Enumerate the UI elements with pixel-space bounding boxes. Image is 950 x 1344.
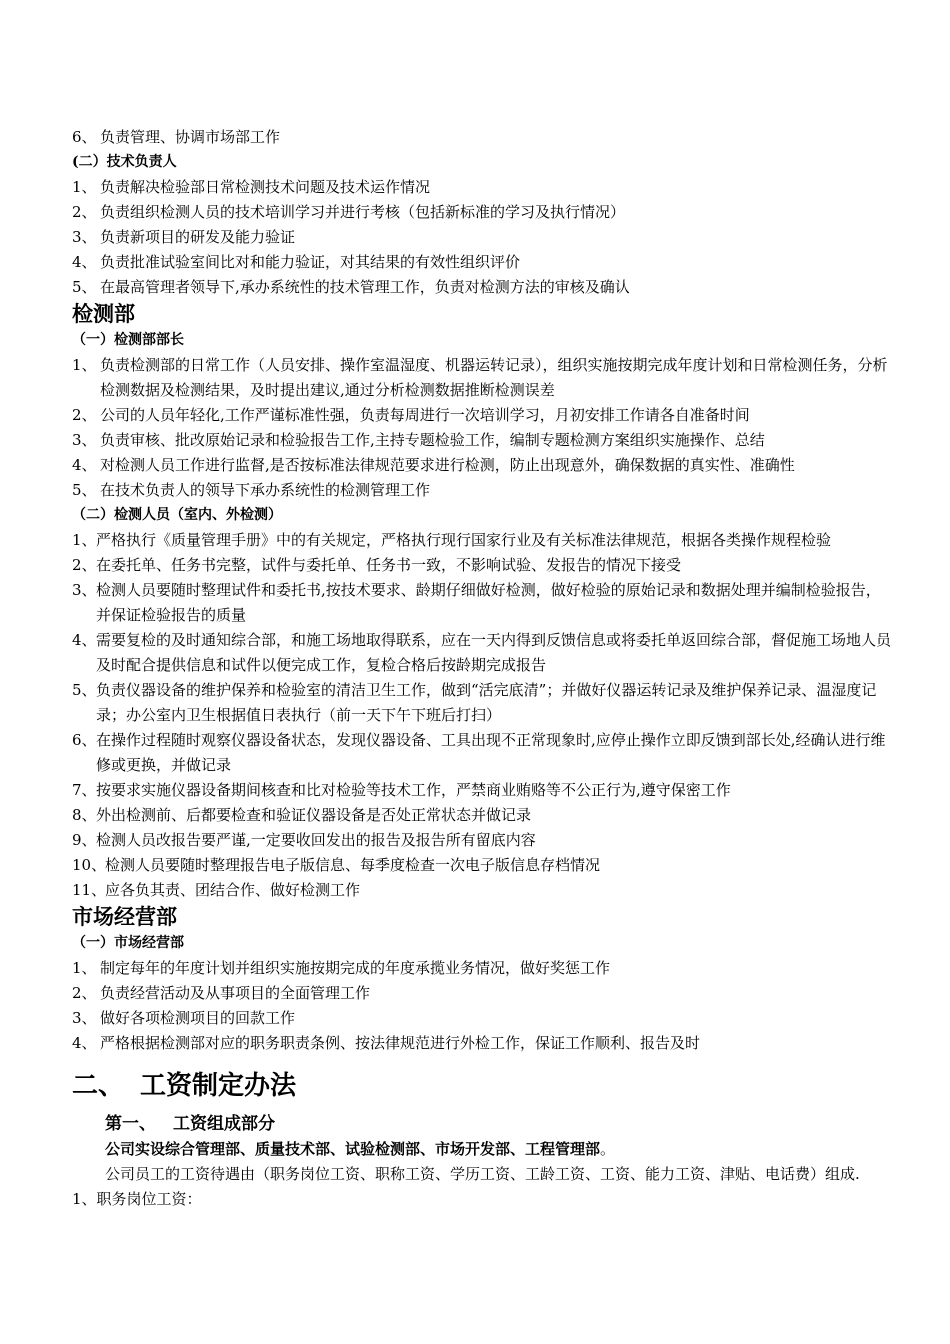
list-item [72, 175, 892, 200]
list-item [72, 275, 892, 300]
item-text: 外出检测前、后都要检查和验证仪器设备是否处正常状态并做记录 [96, 806, 532, 824]
item-text: 负责新项目的研发及能力验证 [100, 228, 296, 246]
item-number: 5、 [72, 481, 97, 499]
item-number: 10、 [72, 856, 107, 874]
item-text: 负责管理、协调市场部工作 [100, 128, 281, 146]
list-item [72, 353, 892, 403]
item-text: 需要复检的及时通知综合部，和施工场地取得联系，应在一天内得到反馈信息或将委托单返回综合部，督促施工场地人员及时配合提供信息和试件以便完成工作，复检合格后按龄期完成报告 [96, 631, 892, 674]
list-item [72, 956, 892, 981]
item-text: 严格执行《质量管理手册》中的有关规定，严格执行现行国家行业及有关标准法律规范，根据各类操作规程检验 [96, 531, 832, 549]
item-text: 负责批准试验室间比对和能力验证，对其结果的有效性组织评价 [100, 253, 521, 271]
item-number: 4、 [72, 631, 97, 649]
list-item [72, 528, 892, 553]
item-number: 9、 [72, 831, 97, 849]
list-item [72, 778, 892, 803]
list-item [72, 553, 892, 578]
item-number: 1、 [72, 531, 97, 549]
item-number: 4、 [72, 456, 97, 474]
list-item [72, 428, 892, 453]
list-item [72, 453, 892, 478]
subsection-heading-tech-head: (二）技术负责人 [72, 154, 177, 170]
item-text: 对检测人员工作进行监督,是否按标准法律规范要求进行检测，防止出现意外，确保数据的真实性、准确性 [100, 456, 795, 474]
part-heading [72, 1111, 892, 1137]
item-number: 11、 [72, 881, 107, 899]
list-item [72, 803, 892, 828]
item-number: 1、 [72, 178, 97, 196]
departments-end: 。 [600, 1140, 616, 1158]
list-item [72, 728, 892, 778]
list-item [72, 200, 892, 225]
item-number: 3、 [72, 431, 97, 449]
item-number: 1、 [72, 959, 97, 977]
section-title: 工资制定办法 [140, 1071, 297, 1101]
section-heading [72, 1064, 892, 1108]
part-title: 工资组成部分 [173, 1114, 275, 1134]
item-text: 负责经营活动及从事项目的全面管理工作 [100, 984, 371, 1002]
section-number: 二、 [72, 1071, 125, 1101]
item-text: 负责检测部的日常工作（人员安排、操作室温湿度、机器运转记录），组织实施按期完成年度计划和日常检测任务，分析检测数据及检测结果，及时提出建议,通过分析检测数据推断检测误差 [100, 356, 888, 399]
item-number: 1、 [72, 356, 97, 374]
item-text: 检测人员要随时整理试件和委托书,按技术要求、龄期仔细做好检测，做好检验的原始记录和数据处理并编制检验报告，并保证检验报告的质量 [96, 581, 881, 624]
item-number: 6、 [72, 731, 97, 749]
item-text: 制定每年的年度计划并组织实施按期完成的年度承揽业务情况，做好奖惩工作 [100, 959, 611, 977]
list-item [72, 125, 892, 150]
item-text: 公司的人员年轻化,工作严谨标准性强，负责每周进行一次培训学习，月初安排工作请各自准备时间 [100, 406, 750, 424]
item-number: 2、 [72, 984, 97, 1002]
item-number: 5、 [72, 681, 97, 699]
departments-text: 公司实设综合管理部、质量技术部、试验检测部、市场开发部、工程管理部 [105, 1140, 601, 1158]
subsection-heading-testing-staff: （二）检测人员（室内、外检测） [72, 507, 282, 523]
subsection-heading-market-head: （一）市场经营部 [72, 935, 184, 951]
item-number: 2、 [72, 203, 97, 221]
list-item [72, 628, 892, 678]
item-number: 2、 [72, 556, 97, 574]
subsection-heading-testing-head: （一）检测部部长 [72, 332, 184, 348]
list-item [72, 828, 892, 853]
item-text: 负责仪器设备的维护保养和检验室的清洁卫生工作，做到“活完底清”；并做好仪器运转记录及维护保养记录、温湿度记录；办公室内卫生根据值日表执行（前一天下午下班后打扫） [96, 681, 877, 724]
item-number: 4、 [72, 253, 97, 271]
item-text: 严格根据检测部对应的职务职责条例、按法律规范进行外检工作，保证工作顺利、报告及时 [100, 1034, 701, 1052]
departments-line [72, 1137, 892, 1162]
list-item [72, 678, 892, 728]
item-text: 负责审核、批改原始记录和检验报告工作,主持专题检验工作，编制专题检测方案组织实施操作、总结 [100, 431, 765, 449]
list-item [72, 478, 892, 503]
list-item [72, 1006, 892, 1031]
item-number: 8、 [72, 806, 97, 824]
item-number: 5、 [72, 278, 97, 296]
list-item [72, 981, 892, 1006]
item-number: 3、 [72, 581, 97, 599]
list-item [72, 1031, 892, 1056]
item-number: 4、 [72, 1034, 97, 1052]
item-number: 7、 [72, 781, 97, 799]
item-text: 在最高管理者领导下,承办系统性的技术管理工作，负责对检测方法的审核及确认 [100, 278, 630, 296]
item-number: 3、 [72, 1009, 97, 1027]
list-item [72, 225, 892, 250]
item-text: 做好各项检测项目的回款工作 [100, 1009, 296, 1027]
item-number: 2、 [72, 406, 97, 424]
list-item [72, 250, 892, 275]
item-text: 负责解决检验部日常检测技术问题及技术运作情况 [100, 178, 431, 196]
item-number: 3、 [72, 228, 97, 246]
item-text: 按要求实施仪器设备期间核查和比对检验等技术工作，严禁商业贿赂等不公正行为,遵守保密工作 [96, 781, 731, 799]
list-item [72, 878, 892, 903]
list-item [72, 403, 892, 428]
department-heading-market: 市场经营部 [72, 905, 177, 929]
salary-item-1: 1、职务岗位工资： [72, 1190, 202, 1208]
item-text: 负责组织检测人员的技术培训学习并进行考核（包括新标准的学习及执行情况） [100, 203, 626, 221]
department-heading-testing: 检测部 [72, 302, 135, 326]
item-text: 在技术负责人的领导下承办系统性的检测管理工作 [100, 481, 431, 499]
list-item [72, 853, 892, 878]
item-number: 6、 [72, 128, 97, 146]
item-text: 在操作过程随时观察仪器设备状态，发现仪器设备、工具出现不正常现象时,应停止操作立即反馈到部长处,经确认进行维修或更换，并做记录 [96, 731, 886, 774]
salary-composition-paragraph: 公司员工的工资待遇由（职务岗位工资、职称工资、学历工资、工龄工资、工资、能力工资、津贴、电话费）组成. [105, 1165, 860, 1183]
item-text: 在委托单、任务书完整，试件与委托单、任务书一致，不影响试验、发报告的情况下接受 [96, 556, 682, 574]
list-item [72, 578, 892, 628]
item-text: 检测人员改报告要严谨,一定要收回发出的报告及报告所有留底内容 [96, 831, 536, 849]
part-number: 第一、 [105, 1114, 156, 1134]
item-text: 应各负其责、团结合作、做好检测工作 [105, 881, 361, 899]
item-text: 检测人员要随时整理报告电子版信息、每季度检查一次电子版信息存档情况 [105, 856, 601, 874]
